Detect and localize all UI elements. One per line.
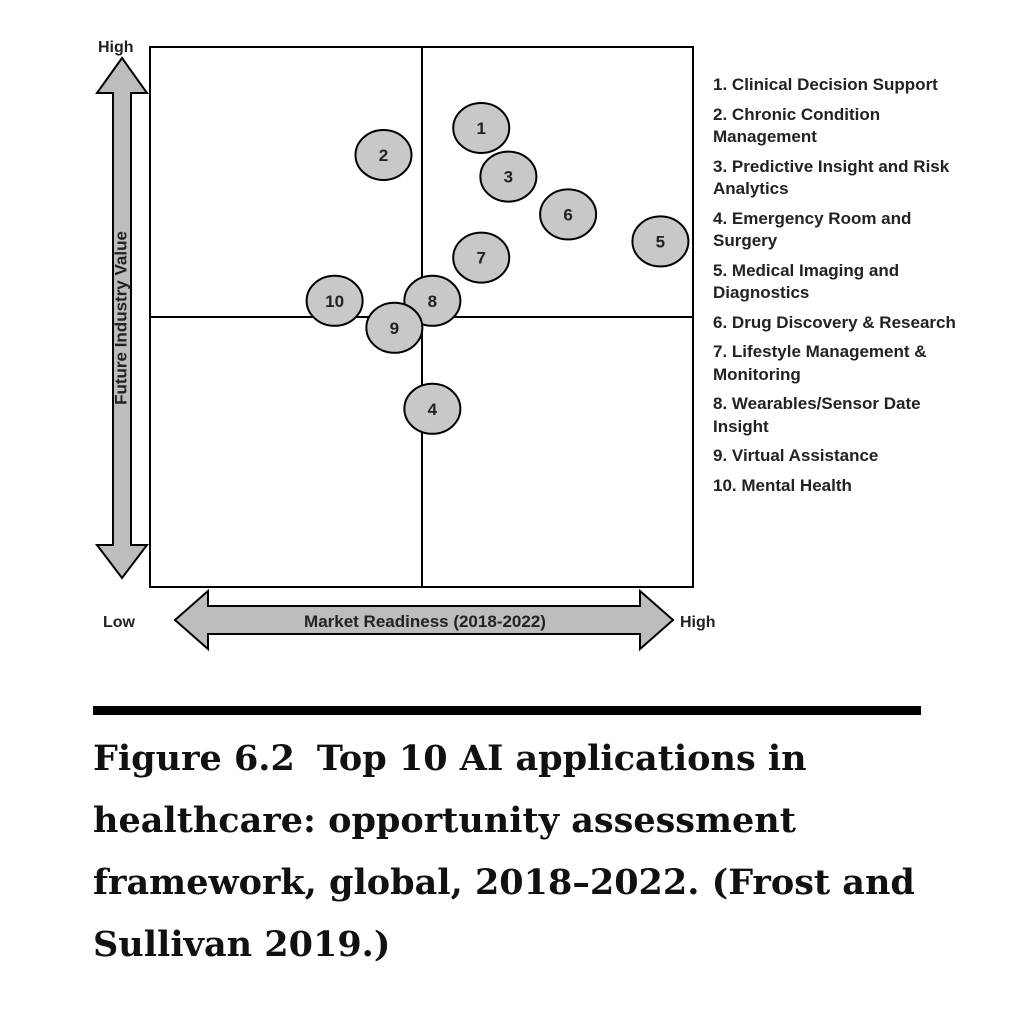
caption-label: Figure 6.2 [93, 738, 295, 779]
bubble-label: 10 [325, 291, 345, 311]
bubble-label: 8 [427, 291, 438, 311]
bubble-2 [355, 130, 411, 180]
bubble-5 [632, 216, 688, 266]
legend-item [713, 260, 963, 305]
legend-number: 3. [713, 156, 728, 176]
bubble-label: 1 [476, 119, 486, 138]
legend-item [713, 341, 963, 386]
bubble-label: 7 [476, 248, 486, 268]
legend-number: 5. [713, 260, 728, 280]
y-axis-label: Future Industry Value [111, 231, 131, 405]
legend-number: 1. [713, 75, 728, 94]
bubble-label: 6 [563, 205, 573, 225]
legend-text: Emergency Room and Surgery [713, 208, 912, 250]
legend [713, 74, 963, 504]
legend-text: Medical Imaging and Diagnostics [713, 260, 900, 302]
legend-text: Chronic Condition Management [713, 104, 881, 146]
legend-text: Mental Health [741, 475, 852, 495]
legend-text: Virtual Assistance [731, 446, 879, 465]
legend-number: 9. [713, 446, 728, 465]
bubble-1 [453, 103, 509, 153]
legend-item [713, 312, 963, 335]
bubble-group [307, 103, 689, 434]
legend-item [713, 74, 963, 97]
bubble-7 [453, 233, 509, 283]
bubble-3 [480, 152, 536, 202]
caption-rule [93, 706, 921, 715]
legend-number: 6. [713, 312, 728, 332]
legend-number: 2. [713, 104, 728, 124]
bubble-6 [540, 189, 596, 239]
x-axis-label: Market Readiness (2018-2022) [304, 612, 546, 631]
legend-item [713, 393, 963, 438]
legend-text: Wearables/Sensor Date Insight [713, 394, 921, 436]
caption-text: Top 10 AI applications in healthcare: opportunity assessment framework, global, 2018–2022. (Frost and Sullivan 2019.) [93, 738, 915, 965]
legend-number: 7. [713, 342, 728, 361]
figure-caption [93, 728, 923, 976]
legend-number: 10. [713, 475, 737, 495]
legend-number: 4. [713, 208, 728, 228]
bubble-label: 4 [427, 399, 438, 419]
legend-item [713, 445, 963, 468]
y-axis-high-label: High [98, 39, 134, 56]
legend-text: Predictive Insight and Risk Analytics [713, 156, 950, 198]
bubble-label: 9 [389, 318, 400, 338]
x-axis-high-label: High [680, 614, 716, 631]
legend-text: Lifestyle Management & Monitoring [713, 342, 927, 384]
bubble-4 [404, 384, 460, 434]
legend-item [713, 104, 963, 149]
bubble-label: 2 [378, 146, 389, 165]
legend-item [713, 156, 963, 201]
bubble-label: 3 [503, 167, 514, 187]
legend-text: Drug Discovery & Research [731, 312, 956, 332]
legend-number: 8. [713, 394, 728, 413]
legend-text: Clinical Decision Support [731, 75, 938, 94]
x-axis-low-label: Low [103, 614, 135, 631]
bubble-10 [307, 276, 363, 326]
bubble-9 [366, 303, 422, 353]
bubble-label: 5 [655, 232, 666, 252]
legend-item [713, 475, 963, 498]
legend-item [713, 208, 963, 253]
